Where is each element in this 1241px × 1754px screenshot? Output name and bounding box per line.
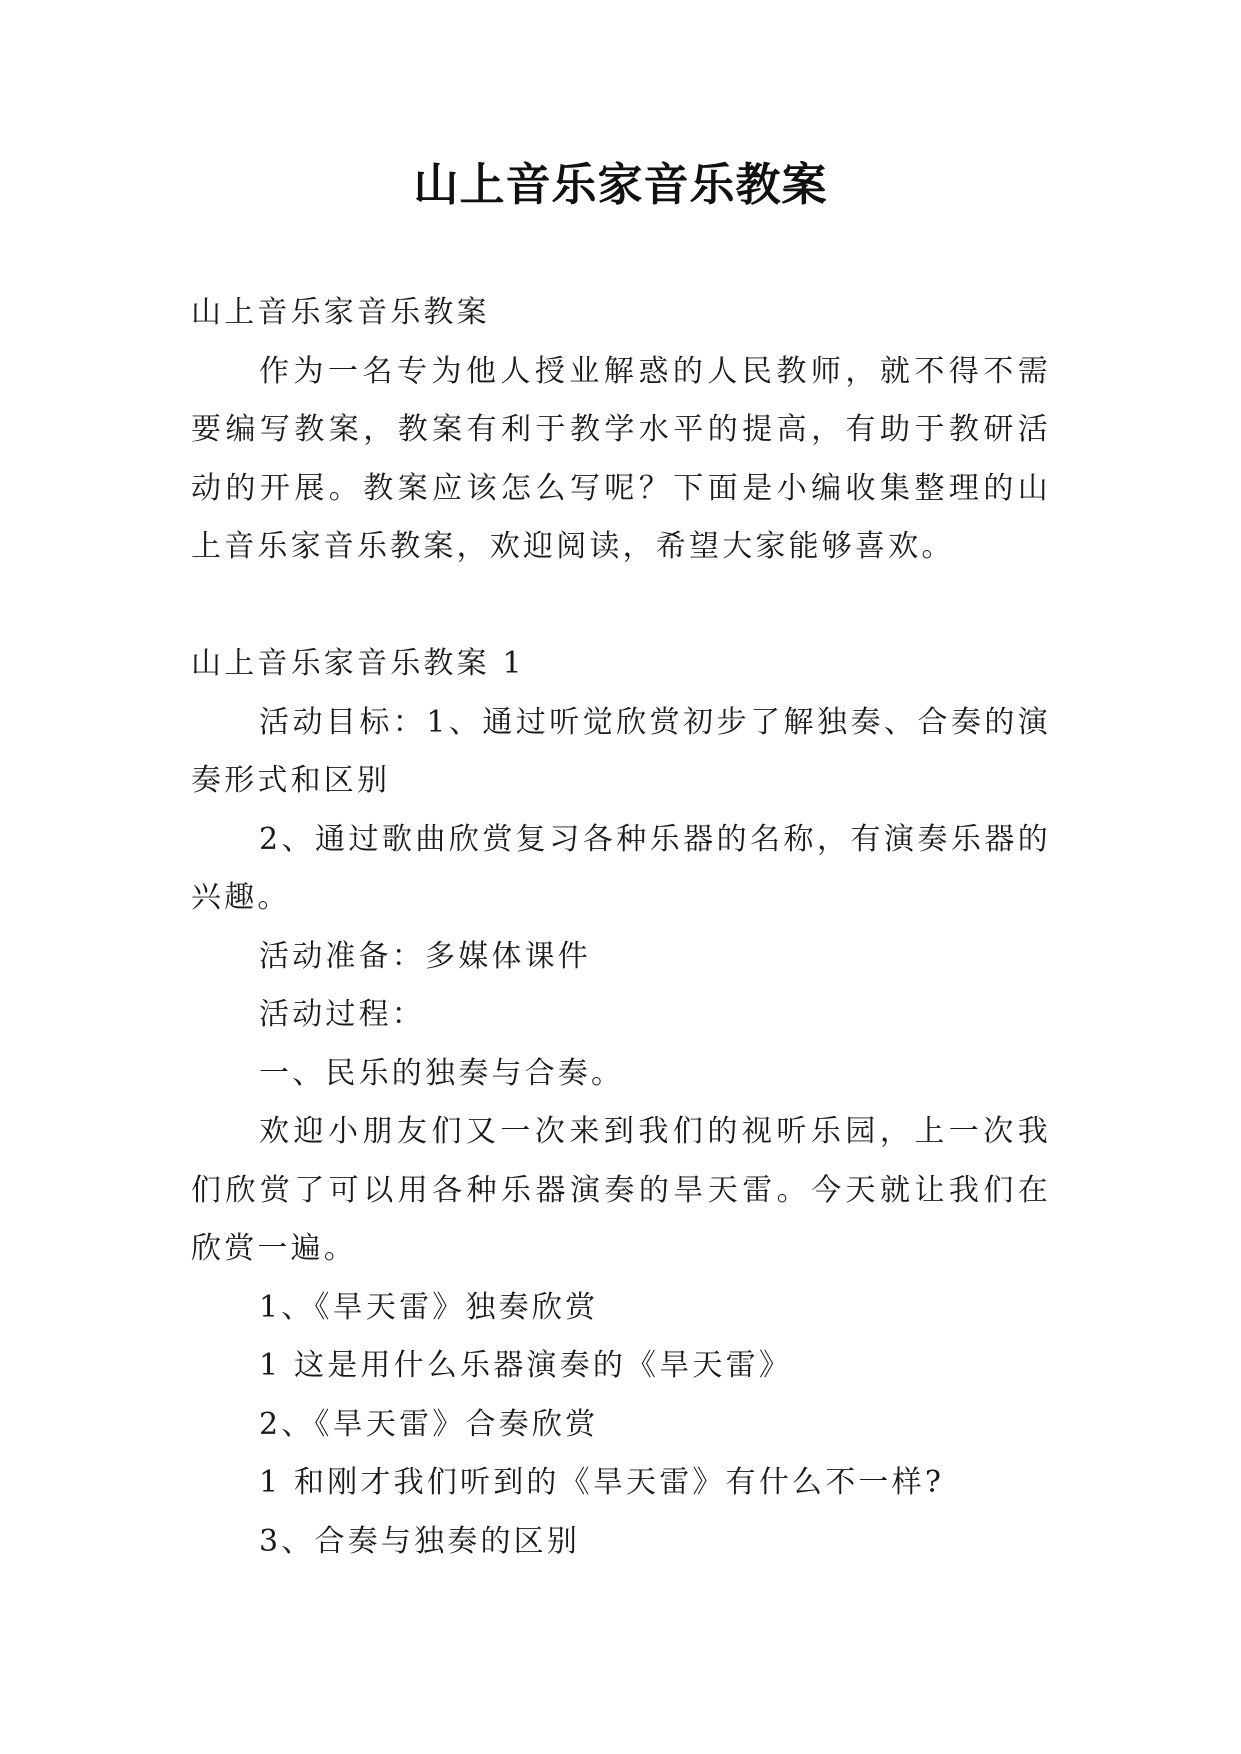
section-heading: 山上音乐家音乐教案 1 (191, 646, 525, 681)
paragraph-spacer (191, 577, 1051, 636)
question-1: 1 这是用什么乐器演奏的《旱天雷》 (259, 1348, 793, 1383)
intro-heading: 山上音乐家音乐教案 (191, 295, 490, 330)
activity-preparation: 活动准备：多媒体课件 (259, 938, 591, 974)
document-body (191, 284, 1051, 1571)
process-step-1: 一、民乐的独奏与合奏。 (259, 1055, 625, 1091)
activity-goal-1: 活动目标：1、通过听觉欣赏初步了解独奏、合奏的演奏形式和区别 (191, 704, 1051, 798)
intro-paragraph: 作为一名专为他人授业解惑的人民教师，就不得不需要编写教案，教案有利于教学水平的提高，有助于教研活动的开展。教案应该怎么写呢？下面是小编收集整理的山上音乐家音乐教案，欢迎阅读，希望大家能够喜欢。 (191, 353, 1051, 564)
list-item-3: 3、合奏与独奏的区别 (259, 1523, 581, 1559)
activity-process: 活动过程： (259, 997, 425, 1032)
question-2: 1 和刚才我们听到的《旱天雷》有什么不一样? (259, 1465, 945, 1500)
activity-goal-2: 2、通过歌曲欣赏复习各种乐器的名称，有演奏乐器的兴趣。 (191, 821, 1051, 915)
welcome-paragraph: 欢迎小朋友们又一次来到我们的视听乐园，上一次我们欣赏了可以用各种乐器演奏的旱天雷。今天就让我们在欣赏一遍。 (191, 1114, 1051, 1266)
list-item-2: 2、《旱天雷》合奏欣赏 (259, 1406, 599, 1442)
list-item-1: 1、《旱天雷》独奏欣赏 (259, 1289, 599, 1325)
document-title: 山上音乐家音乐教案 (413, 158, 828, 211)
